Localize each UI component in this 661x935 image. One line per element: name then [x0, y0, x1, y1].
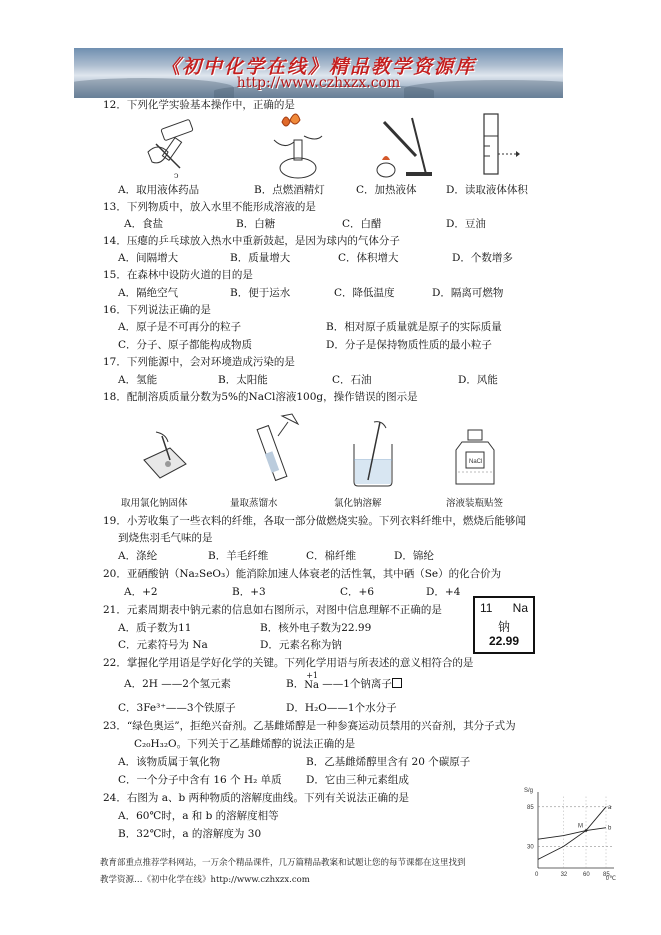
q17-option-c: C．石油 [332, 374, 372, 386]
bottle-label: NaCl [469, 459, 483, 465]
fig-lamp-icon [268, 110, 328, 182]
q14-option-d: D．个数增多 [452, 252, 513, 264]
sodium-element-card [473, 596, 535, 654]
site-banner [74, 48, 563, 98]
q14-option-c: C．体积增大 [338, 252, 399, 264]
y-tick-label: 85 [527, 804, 534, 811]
q22-b-formula: Na [304, 680, 319, 691]
q22-b-text: ——1个钠离子 [322, 678, 392, 690]
q22-stem: 22．掌握化学用语是学好化学的关键。下列化学用语与所表述的意义相符合的是 [103, 657, 474, 669]
q14-option-a: A．间隔增大 [118, 252, 179, 264]
q16-option-b: B．相对原子质量就是原子的实际质量 [326, 321, 502, 333]
q18-stem: 18．配制溶质质量分数为5%的NaCl溶液100g，操作错误的图示是 [103, 391, 418, 403]
fig-beaker-icon [348, 420, 402, 488]
q22-option-d: D．H₂O——1个水分子 [286, 702, 397, 714]
q23-option-b: B．乙基雌烯醇里含有 20 个碳原子 [306, 756, 471, 768]
q15-option-c: C．降低温度 [334, 287, 395, 299]
q12-option-a: A．取用液体药品 [118, 184, 200, 196]
q22-b-charge: +1 [306, 671, 319, 680]
q16-option-a: A．原子是不可再分的粒子 [118, 321, 242, 333]
q21-option-c: C．元素符号为 Na [118, 639, 208, 651]
q22-option-a: A．2H ——2个氢元素 [124, 678, 231, 690]
fig-heating-icon [372, 112, 438, 182]
series-a-line [538, 807, 606, 860]
series-b-label: b [608, 825, 612, 832]
q23-stem-line2: C₂₀H₃₂O。下列关于乙基雌烯醇的说法正确的是 [134, 738, 356, 750]
atomic-number: 11 [480, 601, 493, 615]
q20-option-d: D．+4 [426, 586, 461, 598]
q16-option-d: D．分子是保持物质性质的最小粒子 [326, 339, 492, 351]
q21-option-d: D．元素名称为钠 [260, 639, 342, 651]
fig-dropper-icon [140, 116, 206, 182]
series-b-line [538, 828, 606, 840]
q12-stem: 12．下列化学实验基本操作中，正确的是 [103, 99, 295, 111]
q19-option-a: A．涤纶 [118, 550, 158, 562]
q19-option-c: C．棉纤维 [306, 550, 357, 562]
q16-option-c: C．分子、原子都能构成物质 [118, 339, 253, 351]
q17-option-d: D．风能 [458, 374, 498, 386]
fig-graduated-cylinder-icon [252, 412, 308, 488]
q18-caption-c: 氯化钠溶解 [334, 498, 382, 509]
q24-stem: 24．右图为 a、b 两种物质的溶解度曲线。下列有关说法正确的是 [103, 792, 410, 804]
fig-spoon-icon [140, 430, 190, 484]
q17-option-b: B．太阳能 [218, 374, 268, 386]
q24-option-a: A．60℃时，a 和 b 的溶解度相等 [118, 810, 279, 822]
q13-option-c: C．白醋 [342, 218, 382, 230]
q20-option-c: C．+6 [340, 586, 375, 598]
checkbox-icon [392, 678, 402, 688]
q19-option-d: D．锦纶 [394, 550, 434, 562]
x-tick-label: 32 [560, 872, 568, 878]
q13-option-b: B．白糖 [236, 218, 276, 230]
q22-option-b: B． +1 Na ——1个钠离子 [286, 677, 402, 691]
banner-title: 《初中化学在线》精品教学资源库 [160, 56, 476, 78]
fig-reagent-bottle-icon [452, 428, 498, 488]
q13-option-a: A．食盐 [124, 218, 164, 230]
q18-caption-a: 取用氯化钠固体 [121, 498, 188, 509]
q13-stem: 13．下列物质中，放入水里不能形成溶液的是 [103, 201, 316, 213]
q15-option-d: D．隔离可燃物 [432, 287, 504, 299]
q12-option-d: D．读取液体体积 [446, 184, 528, 196]
q12-option-c: C．加热液体 [356, 184, 417, 196]
intersection-point [585, 829, 588, 832]
q22-option-c: C．3Fe³⁺——3个铁原子 [118, 702, 236, 714]
q21-option-b: B．核外电子数为22.99 [260, 622, 372, 634]
y-axis-label: S/g [524, 788, 534, 794]
q24-option-b: B．32℃时，a 的溶解度为 30 [118, 828, 262, 840]
q12-option-b: B．点燃酒精灯 [254, 184, 325, 196]
q19-stem-line1: 19．小芳收集了一些衣料的纤维，各取一部分做燃烧实验。下列衣料纤维中，燃烧后能够闻 [103, 515, 526, 527]
x-tick-label: 60 [583, 872, 590, 878]
footer-line2[interactable]: 教学资源…《初中化学在线》http://www.czhxzx.com [100, 875, 310, 885]
footer-line1: 教育部重点推荐学科网站，一万余个精品课件，几万篇精品教案和试题让您的每节课都在这里找到 [100, 858, 466, 868]
fig-cylinder-icon [474, 110, 524, 182]
svg-text:ↄ: ↄ [174, 171, 179, 180]
q20-stem: 20．亚硒酸钠（Na₂SeO₃）能消除加速人体衰老的活性氧，其中硒（Se）的化合价为 [103, 568, 502, 580]
x-tick-label: 85 [603, 872, 610, 878]
x-tick-label: 0 [535, 872, 539, 878]
q15-stem: 15．在森林中设防火道的目的是 [103, 269, 253, 281]
series-a-label: a [608, 804, 612, 811]
q15-option-a: A．隔绝空气 [118, 287, 179, 299]
element-name: 钠 [497, 620, 510, 634]
point-label: M [578, 823, 583, 830]
y-tick-label: 30 [527, 844, 534, 851]
q13-option-d: D．豆油 [446, 218, 486, 230]
q21-stem: 21．元素周期表中钠元素的信息如右图所示，对图中信息理解不正确的是 [103, 604, 442, 616]
q14-stem: 14．压瘪的乒乓球放入热水中重新鼓起，是因为球内的气体分子 [103, 235, 400, 247]
solubility-chart [522, 784, 622, 880]
q20-option-b: B．+3 [232, 586, 266, 598]
x-axis-label: t/℃ [606, 876, 617, 880]
q18-caption-d: 溶液装瓶贴签 [446, 498, 504, 509]
q17-option-a: A．氢能 [118, 374, 158, 386]
q18-caption-b: 量取蒸馏水 [230, 498, 278, 509]
q21-option-a: A．质子数为11 [118, 622, 192, 634]
q23-option-a: A．该物质属于氧化物 [118, 756, 221, 768]
q23-option-c: C．一个分子中含有 16 个 H₂ 单质 [118, 774, 282, 786]
q19-stem-line2: 到烧焦羽毛气味的是 [118, 532, 213, 544]
q20-option-a: A．+2 [124, 586, 158, 598]
q17-stem: 17．下列能源中，会对环境造成污染的是 [103, 356, 295, 368]
q14-option-b: B．质量增大 [230, 252, 291, 264]
atomic-mass: 22.99 [488, 634, 520, 648]
q23-option-d: D．它由三种元素组成 [306, 774, 409, 786]
banner-url[interactable]: http://www.czhxzx.com [236, 75, 401, 91]
q19-option-b: B．羊毛纤维 [208, 550, 269, 562]
q16-stem: 16．下列说法正确的是 [103, 304, 211, 316]
q15-option-b: B．便于运水 [230, 287, 291, 299]
element-symbol: Na [512, 601, 528, 615]
q23-stem-line1: 23．“绿色奥运”，拒绝兴奋剂。乙基雌烯醇是一种参赛运动员禁用的兴奋剂，其分子式为 [103, 720, 516, 732]
